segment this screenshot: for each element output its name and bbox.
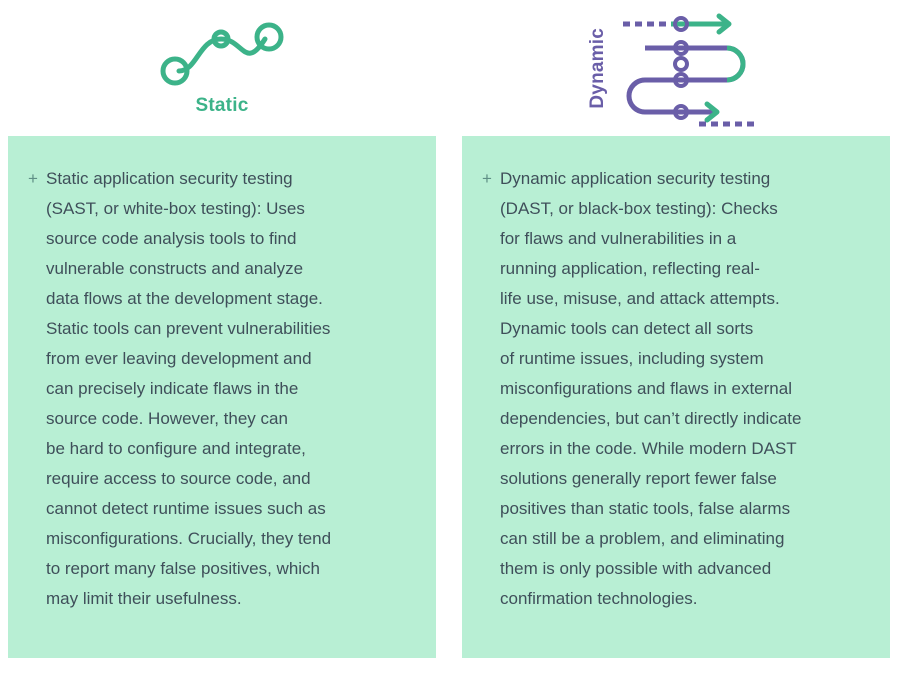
text-line: can still be a problem, and eliminating (500, 529, 785, 548)
dynamic-bullet-text (500, 164, 864, 614)
static-nodes-icon (157, 19, 287, 91)
text-line: vulnerable constructs and analyze (46, 259, 304, 278)
text-line: positives than static tools, false alarms (500, 499, 791, 518)
dynamic-bullet (482, 164, 864, 614)
text-line: Dynamic application security testing (500, 169, 771, 188)
dynamic-panel (462, 136, 890, 658)
text-line: cannot detect runtime issues such as (46, 499, 326, 518)
text-line: solutions generally report fewer false (500, 469, 777, 488)
plus-marker: + (28, 169, 38, 188)
dynamic-title: Dynamic (587, 27, 608, 109)
static-panel (8, 136, 436, 658)
text-line: (SAST, or white-box testing): Uses (46, 199, 305, 218)
text-line: them is only possible with advanced (500, 559, 772, 578)
text-line: Static application security testing (46, 169, 293, 188)
text-line: source code. However, they can (46, 409, 288, 428)
text-line: source code analysis tools to find (46, 229, 297, 248)
text-line: dependencies, but can’t directly indicate (500, 409, 802, 428)
text-line: require access to source code, and (46, 469, 311, 488)
column-static (8, 0, 436, 658)
text-line: from ever leaving development and (46, 349, 312, 368)
text-line: data flows at the development stage. (46, 289, 323, 308)
static-bullet-text (46, 164, 410, 614)
text-line: Static tools can prevent vulnerabilities (46, 319, 331, 338)
column-dynamic (462, 0, 890, 658)
static-header (8, 0, 436, 136)
plus-marker: + (482, 169, 492, 188)
text-line: be hard to configure and integrate, (46, 439, 306, 458)
text-line: may limit their usefulness. (46, 589, 242, 608)
dynamic-header (462, 0, 890, 136)
static-bullet (28, 164, 410, 614)
text-line: confirmation technologies. (500, 589, 698, 608)
text-line: (DAST, or black-box testing): Checks (500, 199, 778, 218)
text-line: of runtime issues, including system (500, 349, 764, 368)
dynamic-flow-icon (615, 8, 765, 128)
text-line: Dynamic tools can detect all sorts (500, 319, 754, 338)
static-title: Static (195, 95, 249, 116)
text-line: to report many false positives, which (46, 559, 321, 578)
text-line: can precisely indicate flaws in the (46, 379, 299, 398)
text-line: misconfigurations. Crucially, they tend (46, 529, 332, 548)
text-line: running application, reflecting real- (500, 259, 760, 278)
text-line: misconfigurations and flaws in external (500, 379, 792, 398)
text-line: for flaws and vulnerabilities in a (500, 229, 737, 248)
text-line: life use, misuse, and attack attempts. (500, 289, 780, 308)
text-line: errors in the code. While modern DAST (500, 439, 797, 458)
